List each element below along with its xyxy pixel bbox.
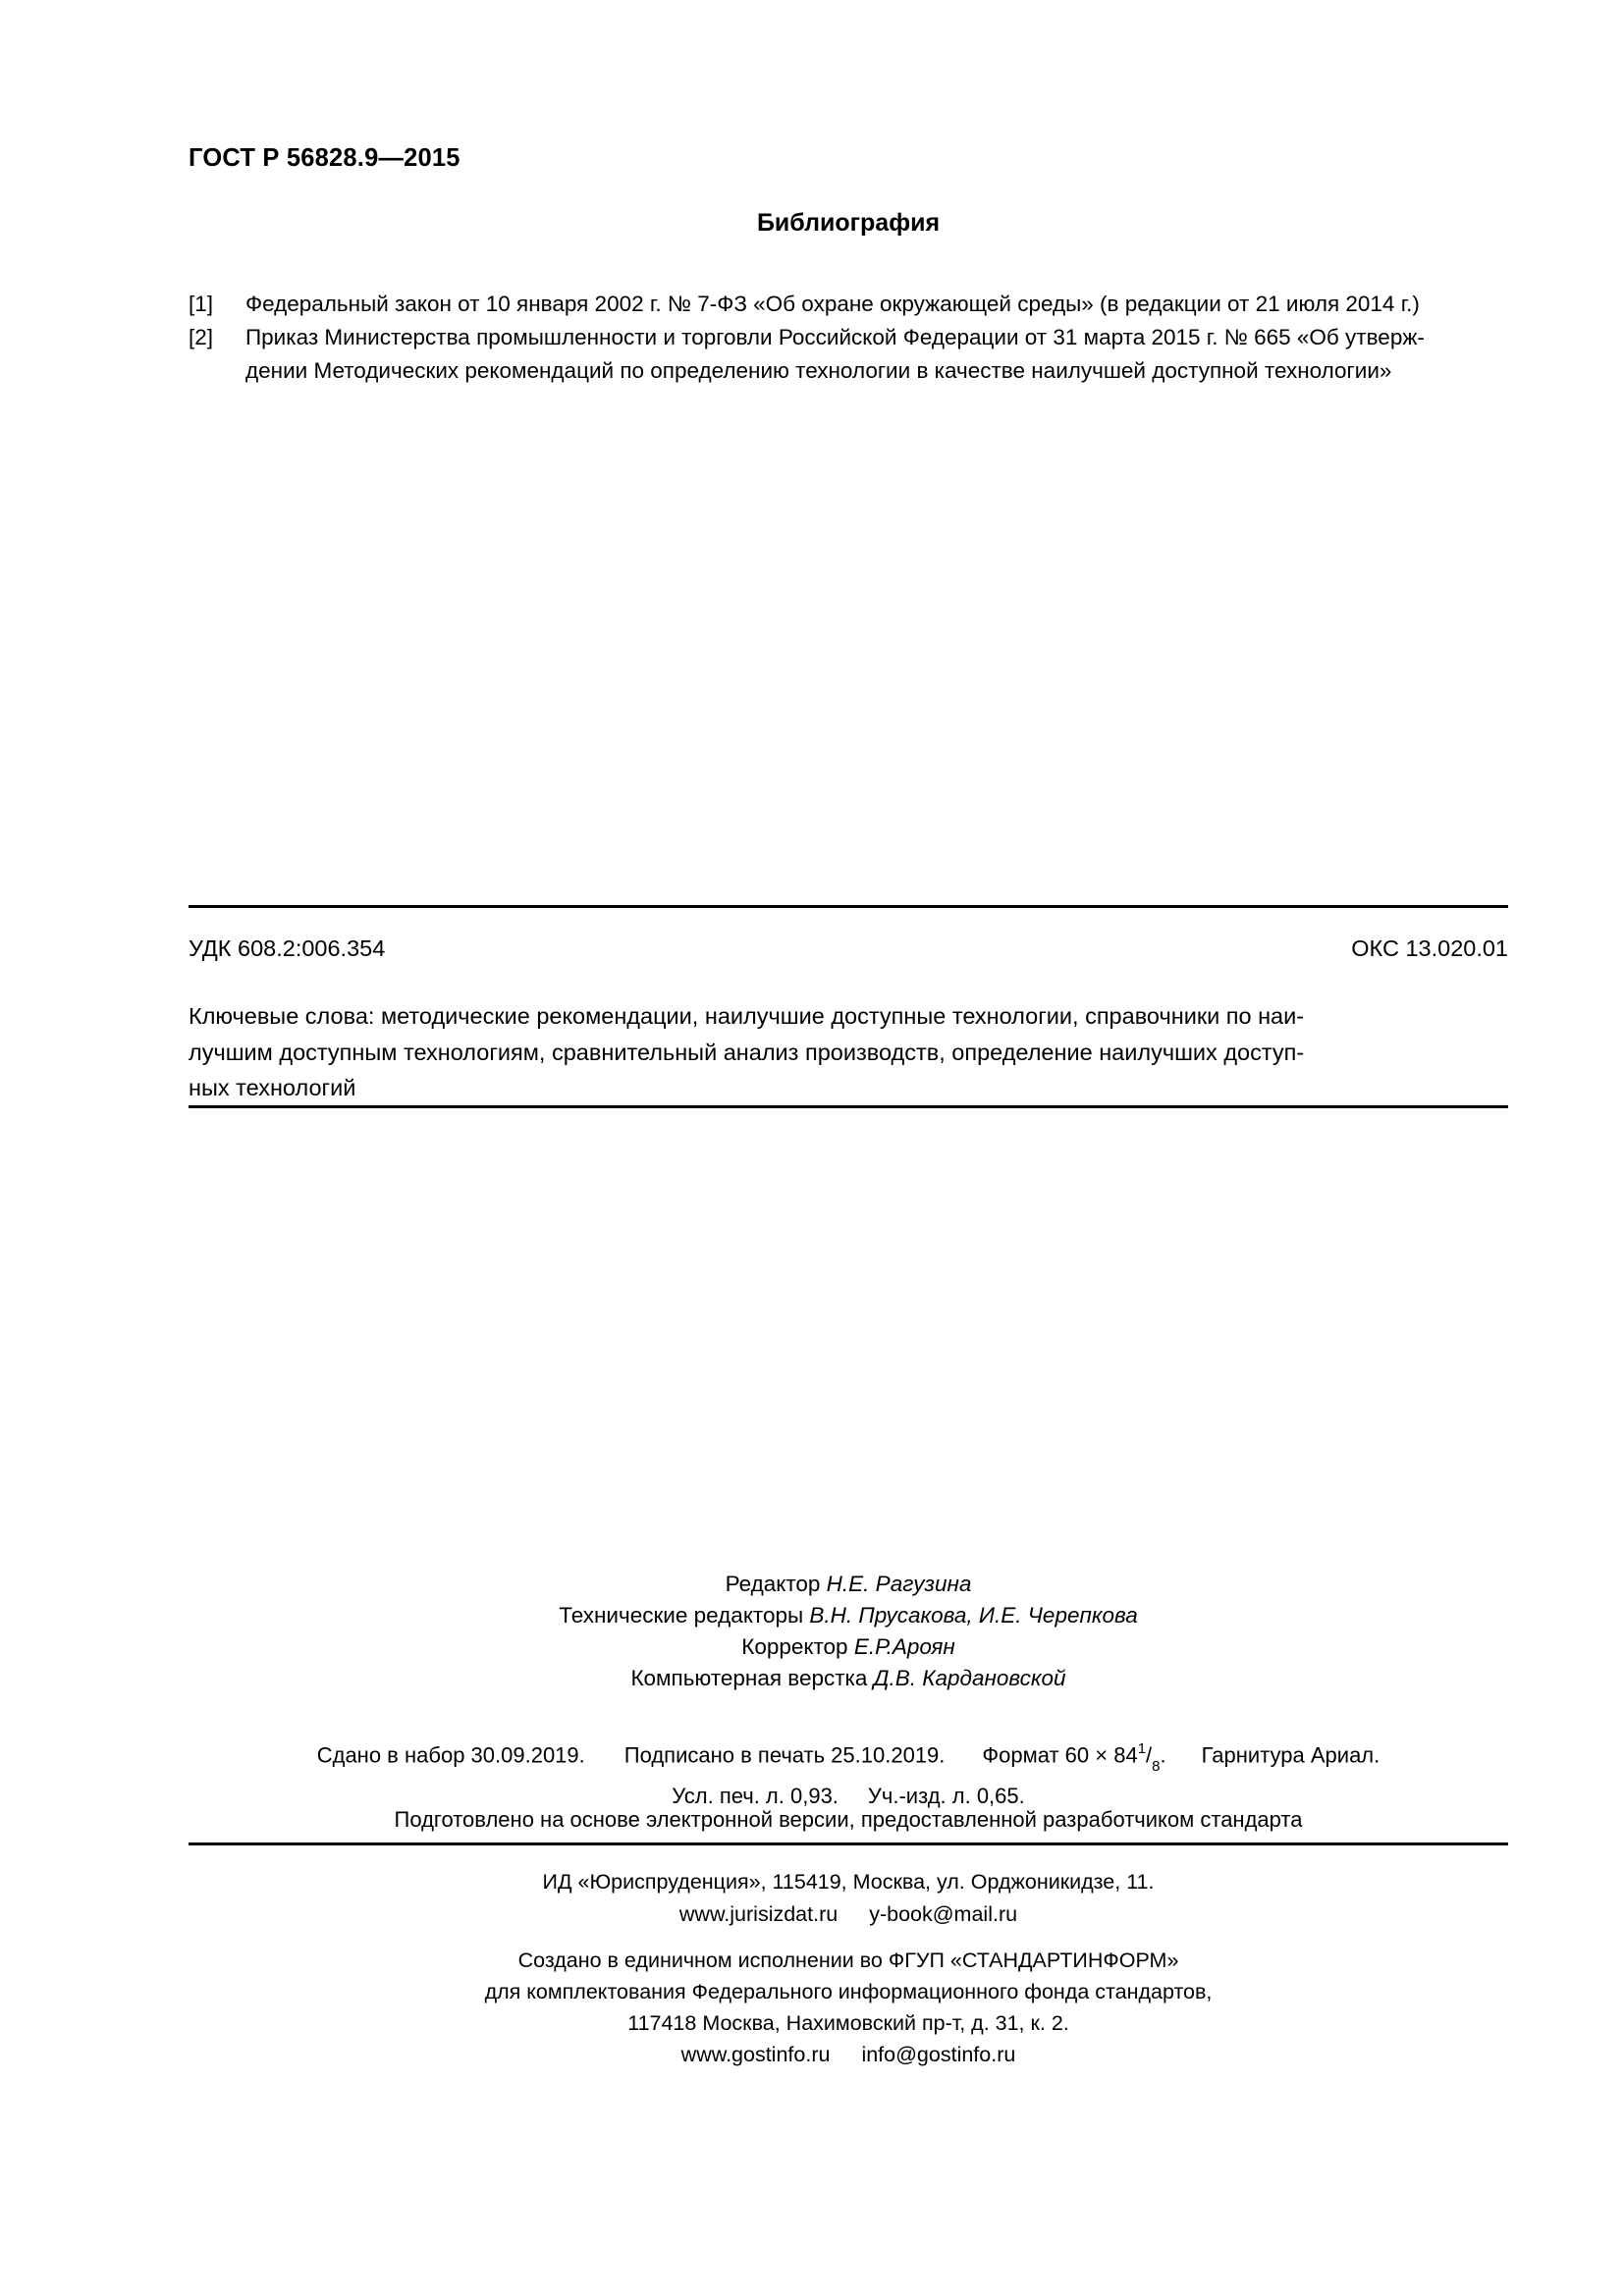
standartinform-website[interactable]: www.gostinfo.ru [680, 2043, 831, 2066]
standartinform-line: Создано в единичном исполнении во ФГУП «СТАНДАРТИНФОРМ» [517, 1949, 1179, 1972]
credits-editor-name: Н.Е. Рагузина [826, 1572, 972, 1596]
divider-below-keywords [189, 1105, 1508, 1108]
standartinform-email[interactable]: info@gostinfo.ru [861, 2043, 1016, 2066]
publisher-contacts [189, 1898, 1508, 1931]
bibliography-entry-text [245, 321, 1508, 388]
credits-layout-name: Д.В. Кардановской [873, 1666, 1066, 1690]
credits-block [189, 1569, 1508, 1694]
oks-code: ОКС 13.020.01 [1351, 935, 1508, 961]
publisher-email[interactable]: y-book@mail.ru [869, 1902, 1018, 1926]
keywords-line: лучшим доступным технологиям, сравнительный анализ производств, определение наилучших доступ- [189, 1039, 1305, 1065]
section-title: Библиография [756, 209, 941, 237]
imprint-typeset-date: Сдано в набор 30.09.2019. [316, 1742, 585, 1768]
standartinform-contacts [189, 2039, 1508, 2070]
imprint-publisher-sheets: Уч.-изд. л. 0,65. [867, 1783, 1025, 1808]
imprint-format-numerator: 1 [1137, 1740, 1147, 1757]
publisher-block [189, 1866, 1508, 1931]
divider-above-publisher [189, 1842, 1508, 1845]
credits-editor [189, 1569, 1508, 1600]
keywords-block [189, 998, 1512, 1106]
credits-tech-editors-names: В.Н. Прусакова, И.Е. Черепкова [809, 1603, 1138, 1628]
bibliography-entry-marker: [2] [189, 325, 214, 349]
keywords-line: Ключевые слова: методические рекомендации, наилучшие доступные технологии, справочники по наи- [189, 1003, 1305, 1029]
imprint-format-slash: / [1146, 1742, 1153, 1768]
publisher-website[interactable]: www.jurisizdat.ru [678, 1902, 839, 1926]
imprint-printed-sheets: Усл. печ. л. 0,93. [672, 1783, 839, 1808]
prepared-note: Подготовлено на основе электронной версии, предоставленной разработчиком стандарта [394, 1807, 1303, 1832]
credits-proofreader [189, 1631, 1508, 1663]
imprint-format-label: Формат 60 × 84 [982, 1742, 1138, 1768]
classification-row [189, 935, 1508, 962]
standartinform-line: 117418 Москва, Нахимовский пр-т, д. 31, к. 2. [627, 2011, 1069, 2035]
credits-layout-label: Компьютерная верстка [630, 1666, 874, 1690]
bibliography-entry-text [245, 288, 1508, 321]
bibliography-list [189, 288, 1508, 388]
keywords-line: ных технологий [189, 1075, 356, 1100]
running-head: ГОСТ Р 56828.9—2015 [189, 144, 460, 172]
standartinform-line: для комплектования Федерального информационного фонда стандартов, [484, 1980, 1213, 2003]
bibliography-entry-line: Федеральный закон от 10 января 2002 г. № 7-ФЗ «Об охране окружающей среды» (в редакции от 21 июля 2014 г.) [245, 292, 1420, 316]
credits-layout [189, 1663, 1508, 1694]
imprint-format [982, 1734, 1165, 1780]
credits-proofreader-label: Корректор [741, 1634, 854, 1659]
imprint-signed-date: Подписано в печать 25.10.2019. [623, 1742, 946, 1768]
udk-code: УДК 608.2:006.354 [189, 935, 386, 961]
divider-above-udk [189, 905, 1508, 908]
imprint-format-denominator: 8 [1152, 1757, 1161, 1775]
imprint-format-period: . [1160, 1742, 1166, 1768]
standartinform-block [189, 1945, 1508, 2070]
bibliography-entry [189, 288, 1508, 321]
bibliography-entry-marker: [1] [189, 292, 214, 316]
imprint-typeface: Гарнитура Ариал. [1201, 1742, 1380, 1768]
credits-tech-editors [189, 1600, 1508, 1631]
bibliography-entry [189, 321, 1508, 388]
credits-tech-editors-label: Технические редакторы [559, 1603, 810, 1628]
credits-editor-label: Редактор [725, 1572, 827, 1596]
bibliography-entry-line: Приказ Министерства промышленности и торговли Российской Федерации от 31 марта 2015 г. № 665 «Об утверж- [245, 325, 1425, 349]
imprint-row-primary [189, 1734, 1508, 1780]
publisher-address: ИД «Юриспруденция», 115419, Москва, ул. Орджоникидзе, 11. [542, 1870, 1155, 1894]
credits-proofreader-name: Е.Р.Ароян [853, 1634, 955, 1659]
imprint-block [189, 1734, 1508, 1812]
bibliography-entry-line: дении Методических рекомендаций по определению технологии в качестве наилучшей доступной технологии» [245, 358, 1392, 383]
